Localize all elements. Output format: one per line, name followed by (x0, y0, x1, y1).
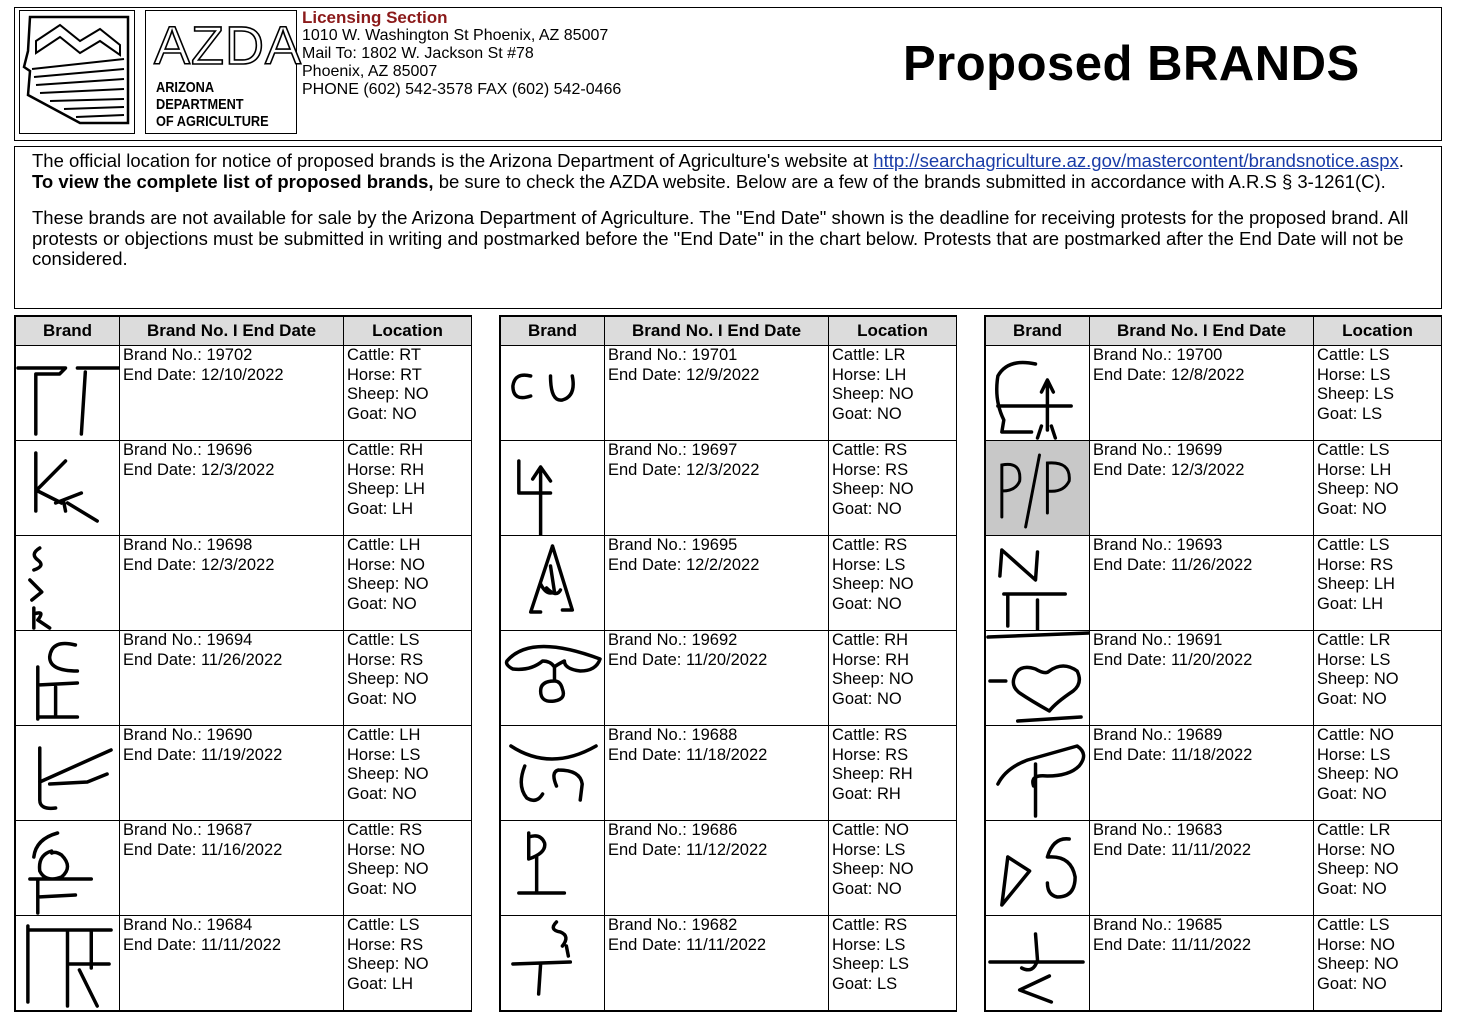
end-date: End Date: 12/3/2022 (608, 460, 760, 479)
location-cell (1314, 346, 1442, 441)
end-date: End Date: 11/26/2022 (123, 650, 283, 669)
brand-number: Brand No.: 19683 (1093, 821, 1223, 839)
location-entry: Goat: LS (832, 974, 898, 993)
location-entry: Goat: NO (1317, 689, 1387, 708)
location-entry: Cattle: LR (1317, 631, 1391, 649)
notice-text: The official location for notice of proposed brands is the Arizona Department of Agriculture's website at (32, 150, 874, 171)
location-entry: Horse: NO (1317, 935, 1395, 954)
brand-19684-icon (16, 916, 120, 1011)
brand-sketch (16, 441, 119, 535)
location-entry: Horse: RH (347, 460, 425, 479)
brand-number: Brand No.: 19694 (123, 631, 253, 649)
brand-number: Brand No.: 19687 (123, 821, 253, 839)
table-row (986, 726, 1442, 821)
end-date: End Date: 12/2/2022 (608, 555, 760, 574)
brand-19699-icon (986, 441, 1090, 536)
location-cell (829, 536, 957, 631)
brand-number-cell (120, 821, 344, 916)
azda-logo (145, 10, 303, 134)
brand-sketch (501, 536, 604, 630)
brand-sketch (501, 346, 604, 440)
brand-number-cell (1090, 631, 1314, 726)
location-entry: Cattle: LS (347, 916, 420, 934)
location-entry: Sheep: NO (832, 670, 914, 688)
end-date: End Date: 11/19/2022 (123, 745, 283, 764)
location-entry: Horse: LS (832, 935, 906, 954)
brand-number: Brand No.: 19689 (1093, 726, 1223, 744)
location-cell (1314, 631, 1442, 726)
location-entry: Sheep: NO (347, 670, 429, 688)
brand-number: Brand No.: 19697 (608, 441, 738, 459)
brand-19686-icon (501, 821, 605, 916)
location-entry: Goat: NO (347, 879, 417, 898)
location-cell (829, 916, 957, 1011)
brand-number: Brand No.: 19699 (1093, 441, 1223, 459)
location-entry: Horse: LH (1317, 460, 1392, 479)
notice-box (14, 146, 1442, 309)
address-line: Phoenix, AZ 85007 (302, 63, 438, 80)
location-cell (829, 821, 957, 916)
notice-paragraph-1 (32, 151, 1425, 192)
location-entry: Cattle: RS (832, 916, 908, 934)
brand-19687-icon (16, 821, 120, 916)
brands-table-left (14, 315, 472, 1012)
table-row (501, 631, 957, 726)
brand-number-cell (120, 346, 344, 441)
location-entry: Goat: NO (1317, 784, 1387, 803)
brand-sketch (986, 631, 1089, 725)
licensing-section-label: Licensing Section (302, 8, 448, 27)
brand-column-header: Brand (986, 317, 1090, 346)
location-entry: Goat: NO (832, 404, 902, 423)
location-entry: Goat: LH (347, 974, 414, 993)
brand-number: Brand No.: 19701 (608, 346, 738, 364)
table-row (986, 441, 1442, 536)
location-entry: Goat: NO (347, 594, 417, 613)
brand-sketch (501, 631, 604, 725)
location-entry: Sheep: LH (347, 480, 425, 498)
location-entry: Goat: LH (347, 499, 414, 518)
location-entry: Horse: LH (832, 365, 907, 384)
brand-19685-icon (986, 916, 1090, 1011)
table-row (501, 346, 957, 441)
brand-number-cell (605, 726, 829, 821)
brand-sketch (16, 631, 119, 725)
table-row (16, 916, 472, 1011)
brand-sketch (986, 726, 1089, 820)
table-header-row (16, 317, 472, 346)
end-date: End Date: 11/20/2022 (608, 650, 768, 669)
end-date: End Date: 11/18/2022 (608, 745, 768, 764)
table-row (16, 441, 472, 536)
table-row (16, 346, 472, 441)
brand-no-end-date-column-header: Brand No. I End Date (120, 317, 344, 346)
address-line: Mail To: 1802 W. Jackson St #78 (302, 45, 534, 62)
end-date: End Date: 12/8/2022 (1093, 365, 1245, 384)
location-entry: Horse: RH (832, 650, 910, 669)
letterhead (14, 7, 1442, 141)
brand-number-cell (1090, 726, 1314, 821)
brand-19682-icon (501, 916, 605, 1011)
location-entry: Cattle: RH (832, 631, 909, 649)
logo-wordmark: AZDA (154, 16, 303, 76)
table-row (501, 726, 957, 821)
location-cell (344, 346, 472, 441)
location-cell (829, 441, 957, 536)
location-cell (344, 441, 472, 536)
brand-number-cell (120, 441, 344, 536)
location-entry: Cattle: LS (1317, 916, 1390, 934)
brand-number: Brand No.: 19685 (1093, 916, 1223, 934)
location-entry: Goat: RH (832, 784, 901, 803)
location-entry: Sheep: NO (347, 955, 429, 973)
brand-column-header: Brand (501, 317, 605, 346)
location-entry: Sheep: LS (1317, 385, 1395, 403)
location-entry: Horse: NO (347, 555, 425, 574)
location-cell (344, 916, 472, 1011)
end-date: End Date: 11/11/2022 (1093, 935, 1252, 954)
end-date: End Date: 11/11/2022 (1093, 840, 1252, 859)
end-date: End Date: 11/16/2022 (123, 840, 283, 859)
brand-number: Brand No.: 19695 (608, 536, 738, 554)
location-column-header: Location (829, 317, 957, 346)
location-entry: Goat: NO (347, 784, 417, 803)
location-entry: Horse: LS (347, 745, 421, 764)
location-entry: Horse: LS (1317, 650, 1391, 669)
location-entry: Horse: RS (347, 650, 424, 669)
brand-sketch (986, 916, 1089, 1010)
brand-19697-icon (501, 441, 605, 536)
location-entry: Horse: LS (1317, 365, 1391, 384)
brand-sketch (986, 536, 1089, 630)
location-entry: Sheep: NO (832, 385, 914, 403)
brand-number-cell (120, 726, 344, 821)
brand-number-cell (1090, 916, 1314, 1011)
location-entry: Sheep: NO (1317, 670, 1399, 688)
location-cell (829, 726, 957, 821)
location-entry: Sheep: LH (1317, 575, 1395, 593)
brands-table-middle (499, 315, 957, 1012)
location-entry: Sheep: NO (347, 575, 429, 593)
brand-sketch (986, 821, 1089, 915)
brands-table (500, 316, 957, 1011)
brand-19691-icon (986, 631, 1090, 726)
end-date: End Date: 12/9/2022 (608, 365, 760, 384)
brand-19690-icon (16, 726, 120, 821)
table-row (501, 821, 957, 916)
brand-number-cell (605, 441, 829, 536)
end-date: End Date: 11/12/2022 (608, 840, 768, 859)
location-column-header: Location (1314, 317, 1442, 346)
location-entry: Cattle: RS (832, 726, 908, 744)
brand-no-end-date-column-header: Brand No. I End Date (605, 317, 829, 346)
table-row (16, 536, 472, 631)
location-entry: Goat: NO (347, 404, 417, 423)
brand-sketch (16, 726, 119, 820)
location-entry: Horse: NO (347, 840, 425, 859)
location-entry: Sheep: LS (832, 955, 910, 973)
brand-number: Brand No.: 19700 (1093, 346, 1223, 364)
location-entry: Horse: RS (832, 745, 909, 764)
location-entry: Horse: RS (347, 935, 424, 954)
brand-number-cell (605, 346, 829, 441)
end-date: End Date: 11/26/2022 (1093, 555, 1253, 574)
notice-text: be sure to check the AZDA website. Below are a few of the brands submitted in accordance with A.R.S § 3-1261(C). (433, 170, 1386, 192)
location-entry: Horse: NO (1317, 840, 1395, 859)
brand-sketch (501, 916, 604, 1010)
table-header-row (501, 317, 957, 346)
location-entry: Horse: RS (1317, 555, 1394, 574)
location-entry: Horse: LS (832, 840, 906, 859)
location-entry: Horse: RS (832, 460, 909, 479)
brand-19702-icon (16, 346, 120, 441)
table-row (16, 821, 472, 916)
brand-sketch (986, 346, 1089, 440)
brand-19701-icon (501, 346, 605, 441)
contact-block (302, 9, 621, 99)
brand-column-header: Brand (16, 317, 120, 346)
brand-number-cell (1090, 536, 1314, 631)
location-entry: Goat: NO (832, 594, 902, 613)
location-entry: Sheep: NO (1317, 765, 1399, 783)
brand-sketch (986, 441, 1089, 535)
brands-notice-link[interactable]: http://searchagriculture.az.gov/mastercontent/brandsnotice.aspx (873, 150, 1399, 171)
location-entry: Goat: LH (1317, 594, 1384, 613)
location-cell (1314, 536, 1442, 631)
location-entry: Cattle: LR (1317, 821, 1391, 839)
location-cell (344, 821, 472, 916)
location-cell (829, 631, 957, 726)
table-row (16, 726, 472, 821)
brand-number: Brand No.: 19692 (608, 631, 738, 649)
location-cell (1314, 916, 1442, 1011)
table-header-row (986, 317, 1442, 346)
location-entry: Cattle: NO (832, 821, 910, 839)
brand-19692-icon (501, 631, 605, 726)
end-date: End Date: 12/10/2022 (123, 365, 284, 384)
notice-bold-text: To view the complete list of proposed brands, (32, 170, 434, 192)
notice-paragraph-2: These brands are not available for sale by the Arizona Department of Agriculture. The "End Date" shown is the deadline for receiving protests for the proposed brand. All protests or objections must be submitted in writing and postmarked before the "End Date" in the chart below. Protests that are postmarked after the End Date will not be considered. (32, 207, 1409, 269)
location-entry: Sheep: NO (832, 575, 914, 593)
location-entry: Cattle: RS (832, 441, 908, 459)
location-entry: Goat: NO (347, 689, 417, 708)
brand-sketch (501, 821, 604, 915)
brand-sketch (16, 821, 119, 915)
location-entry: Cattle: LS (1317, 536, 1390, 554)
brand-sketch (501, 441, 604, 535)
location-entry: Sheep: NO (1317, 955, 1399, 973)
brand-number: Brand No.: 19693 (1093, 536, 1223, 554)
location-entry: Cattle: LS (347, 631, 420, 649)
brands-table (15, 316, 472, 1011)
brand-number: Brand No.: 19702 (123, 346, 253, 364)
end-date: End Date: 11/18/2022 (1093, 745, 1253, 764)
location-cell (1314, 821, 1442, 916)
brand-sketch (16, 536, 119, 630)
brand-number: Brand No.: 19688 (608, 726, 738, 744)
phone-fax-line: PHONE (602) 542-3578 FAX (602) 542-0466 (302, 81, 622, 98)
table-row (986, 916, 1442, 1011)
brand-19696-icon (16, 441, 120, 536)
brand-number-cell (605, 821, 829, 916)
brand-sketch (16, 346, 119, 440)
table-row (986, 821, 1442, 916)
table-row (501, 916, 957, 1011)
brand-number-cell (1090, 346, 1314, 441)
location-entry: Horse: RT (347, 365, 422, 384)
end-date: End Date: 11/20/2022 (1093, 650, 1253, 669)
brand-19694-icon (16, 631, 120, 726)
location-entry: Sheep: NO (832, 480, 914, 498)
table-row (501, 536, 957, 631)
location-entry: Goat: NO (1317, 974, 1387, 993)
logo-department-name: ARIZONA DEPARTMENT OF AGRICULTURE (156, 79, 269, 130)
brand-19688-icon (501, 726, 605, 821)
brand-number: Brand No.: 19698 (123, 536, 253, 554)
location-entry: Sheep: NO (347, 765, 429, 783)
location-entry: Horse: LS (1317, 745, 1391, 764)
page-title: Proposed BRANDS (903, 37, 1360, 91)
brand-19698-icon (16, 536, 120, 631)
table-row (501, 441, 957, 536)
brand-number-cell (605, 916, 829, 1011)
brand-19689-icon (986, 726, 1090, 821)
location-cell (1314, 441, 1442, 536)
location-entry: Goat: NO (832, 689, 902, 708)
brands-table (985, 316, 1442, 1011)
table-row (986, 631, 1442, 726)
table-row (986, 536, 1442, 631)
location-entry: Horse: LS (832, 555, 906, 574)
brand-19700-icon (986, 346, 1090, 441)
location-entry: Sheep: RH (832, 765, 913, 783)
location-entry: Cattle: LH (347, 726, 421, 744)
arizona-map-logo-icon (19, 10, 135, 134)
location-entry: Cattle: LH (347, 536, 421, 554)
brand-number-cell (120, 631, 344, 726)
brand-19683-icon (986, 821, 1090, 916)
location-entry: Goat: NO (832, 879, 902, 898)
brand-number-cell (605, 631, 829, 726)
location-entry: Cattle: NO (1317, 726, 1395, 744)
brand-number: Brand No.: 19682 (608, 916, 738, 934)
location-entry: Cattle: LS (1317, 346, 1390, 364)
location-entry: Cattle: RS (347, 821, 423, 839)
brand-number-cell (120, 536, 344, 631)
brand-number: Brand No.: 19686 (608, 821, 738, 839)
brand-number-cell (1090, 821, 1314, 916)
location-cell (344, 726, 472, 821)
end-date: End Date: 11/11/2022 (123, 935, 282, 954)
brand-number-cell (120, 916, 344, 1011)
table-row (986, 346, 1442, 441)
location-entry: Sheep: NO (1317, 860, 1399, 878)
location-entry: Sheep: NO (832, 860, 914, 878)
brand-number: Brand No.: 19684 (123, 916, 253, 934)
location-entry: Sheep: NO (347, 385, 429, 403)
brand-number: Brand No.: 19691 (1093, 631, 1223, 649)
location-entry: Goat: NO (1317, 879, 1387, 898)
notice-text: . (1398, 150, 1404, 171)
location-entry: Cattle: RT (347, 346, 421, 364)
end-date: End Date: 12/3/2022 (123, 555, 275, 574)
location-entry: Sheep: NO (1317, 480, 1399, 498)
brand-sketch (501, 726, 604, 820)
location-entry: Cattle: LR (832, 346, 906, 364)
location-entry: Goat: NO (1317, 499, 1387, 518)
location-cell (1314, 726, 1442, 821)
brand-number-cell (1090, 441, 1314, 536)
location-entry: Goat: NO (832, 499, 902, 518)
end-date: End Date: 12/3/2022 (1093, 460, 1245, 479)
brands-table-right (984, 315, 1442, 1012)
location-entry: Cattle: RS (832, 536, 908, 554)
brand-19695-icon (501, 536, 605, 631)
brand-number: Brand No.: 19690 (123, 726, 253, 744)
location-cell (344, 631, 472, 726)
brand-no-end-date-column-header: Brand No. I End Date (1090, 317, 1314, 346)
location-cell (344, 536, 472, 631)
location-cell (829, 346, 957, 441)
brand-number-cell (605, 536, 829, 631)
table-row (16, 631, 472, 726)
brand-sketch (16, 916, 119, 1010)
end-date: End Date: 12/3/2022 (123, 460, 275, 479)
end-date: End Date: 11/11/2022 (608, 935, 767, 954)
location-entry: Goat: LS (1317, 404, 1383, 423)
address-line: 1010 W. Washington St Phoenix, AZ 85007 (302, 27, 609, 44)
location-entry: Sheep: NO (347, 860, 429, 878)
location-entry: Cattle: RH (347, 441, 424, 459)
location-column-header: Location (344, 317, 472, 346)
brand-19693-icon (986, 536, 1090, 631)
location-entry: Cattle: LS (1317, 441, 1390, 459)
brand-number: Brand No.: 19696 (123, 441, 253, 459)
